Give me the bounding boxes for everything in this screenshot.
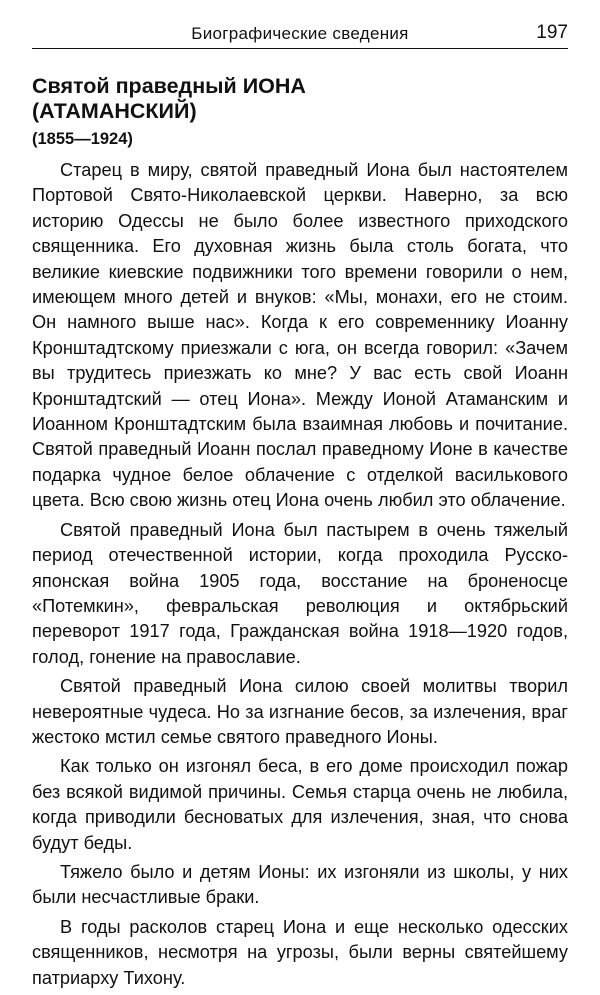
paragraph-4: Как только он изгонял беса, в его доме происходил пожар без всякой видимой причины. Семья старца очень не любила, когда приводили бесноватых для излечения, зная, что снова будут беды.: [32, 756, 568, 853]
paragraph-1: Старец в миру, святой праведный Иона был настоятелем Портовой Свято-Николаевской церкви. Наверно, за всю историю Одессы не было более известного приходского священника. Его духовная жизнь была столь богата, что великие киевские подвижники того времени говорили о нем, имеющем много детей и внуков: «Мы, монахи, его не стоим. Он намного выше нас». Когда к его современнику Иоанну Кронштадтскому приезжали с юга, он всегда говорил: «Зачем вы трудитесь приезжать ко мне? У вас есть свой Иоанн Кронштадтский — отец Иона». Между Ионой Атаманским и Иоанном Кронштадтским была взаимная любовь и почитание. Святой праведный Иоанн послал праведному Ионе в качестве подарка чудное белое облачение с отделкой василькового цвета. Всю свою жизнь отец Иона очень любил это облачение.: [32, 160, 568, 511]
running-header-title: Биографические сведения: [191, 24, 409, 43]
paragraph-5: Тяжело было и детям Ионы: их изгоняли из школы, у них были несчастливые браки.: [32, 861, 568, 908]
paragraph-2: Святой праведный Иона был пастырем в очень тяжелый период отечественной истории, когда проходила Русско-японская война 1905 года, восстание на броненосце «Потемкин», февральская революция и октябрьский переворот 1917 года, Гражданская война 1918—1920 годов, голод, гонение на православие.: [32, 519, 568, 667]
article-heading: [32, 74, 568, 150]
paragraph-3: Святой праведный Иона силою своей молитвы творил невероятные чудеса. Но за изгнание бесов, за излечения, враг жестоко мстил семье святого праведного Ионы.: [32, 676, 568, 747]
running-header: [32, 22, 568, 49]
article-title-line-1: Святой праведный ИОНА: [32, 74, 306, 98]
book-page: [32, 0, 568, 988]
article-title-line-2: (АТАМАНСКИЙ): [32, 99, 197, 123]
life-dates: (1855—1924): [32, 130, 133, 148]
page-number: 197: [536, 22, 568, 43]
article-title: [32, 74, 568, 124]
paragraph-6: В годы расколов старец Иона и еще несколько одесских священников, несмотря на угрозы, были верны святейшему патриарху Тихону.: [32, 916, 568, 988]
article-body: [32, 158, 568, 995]
